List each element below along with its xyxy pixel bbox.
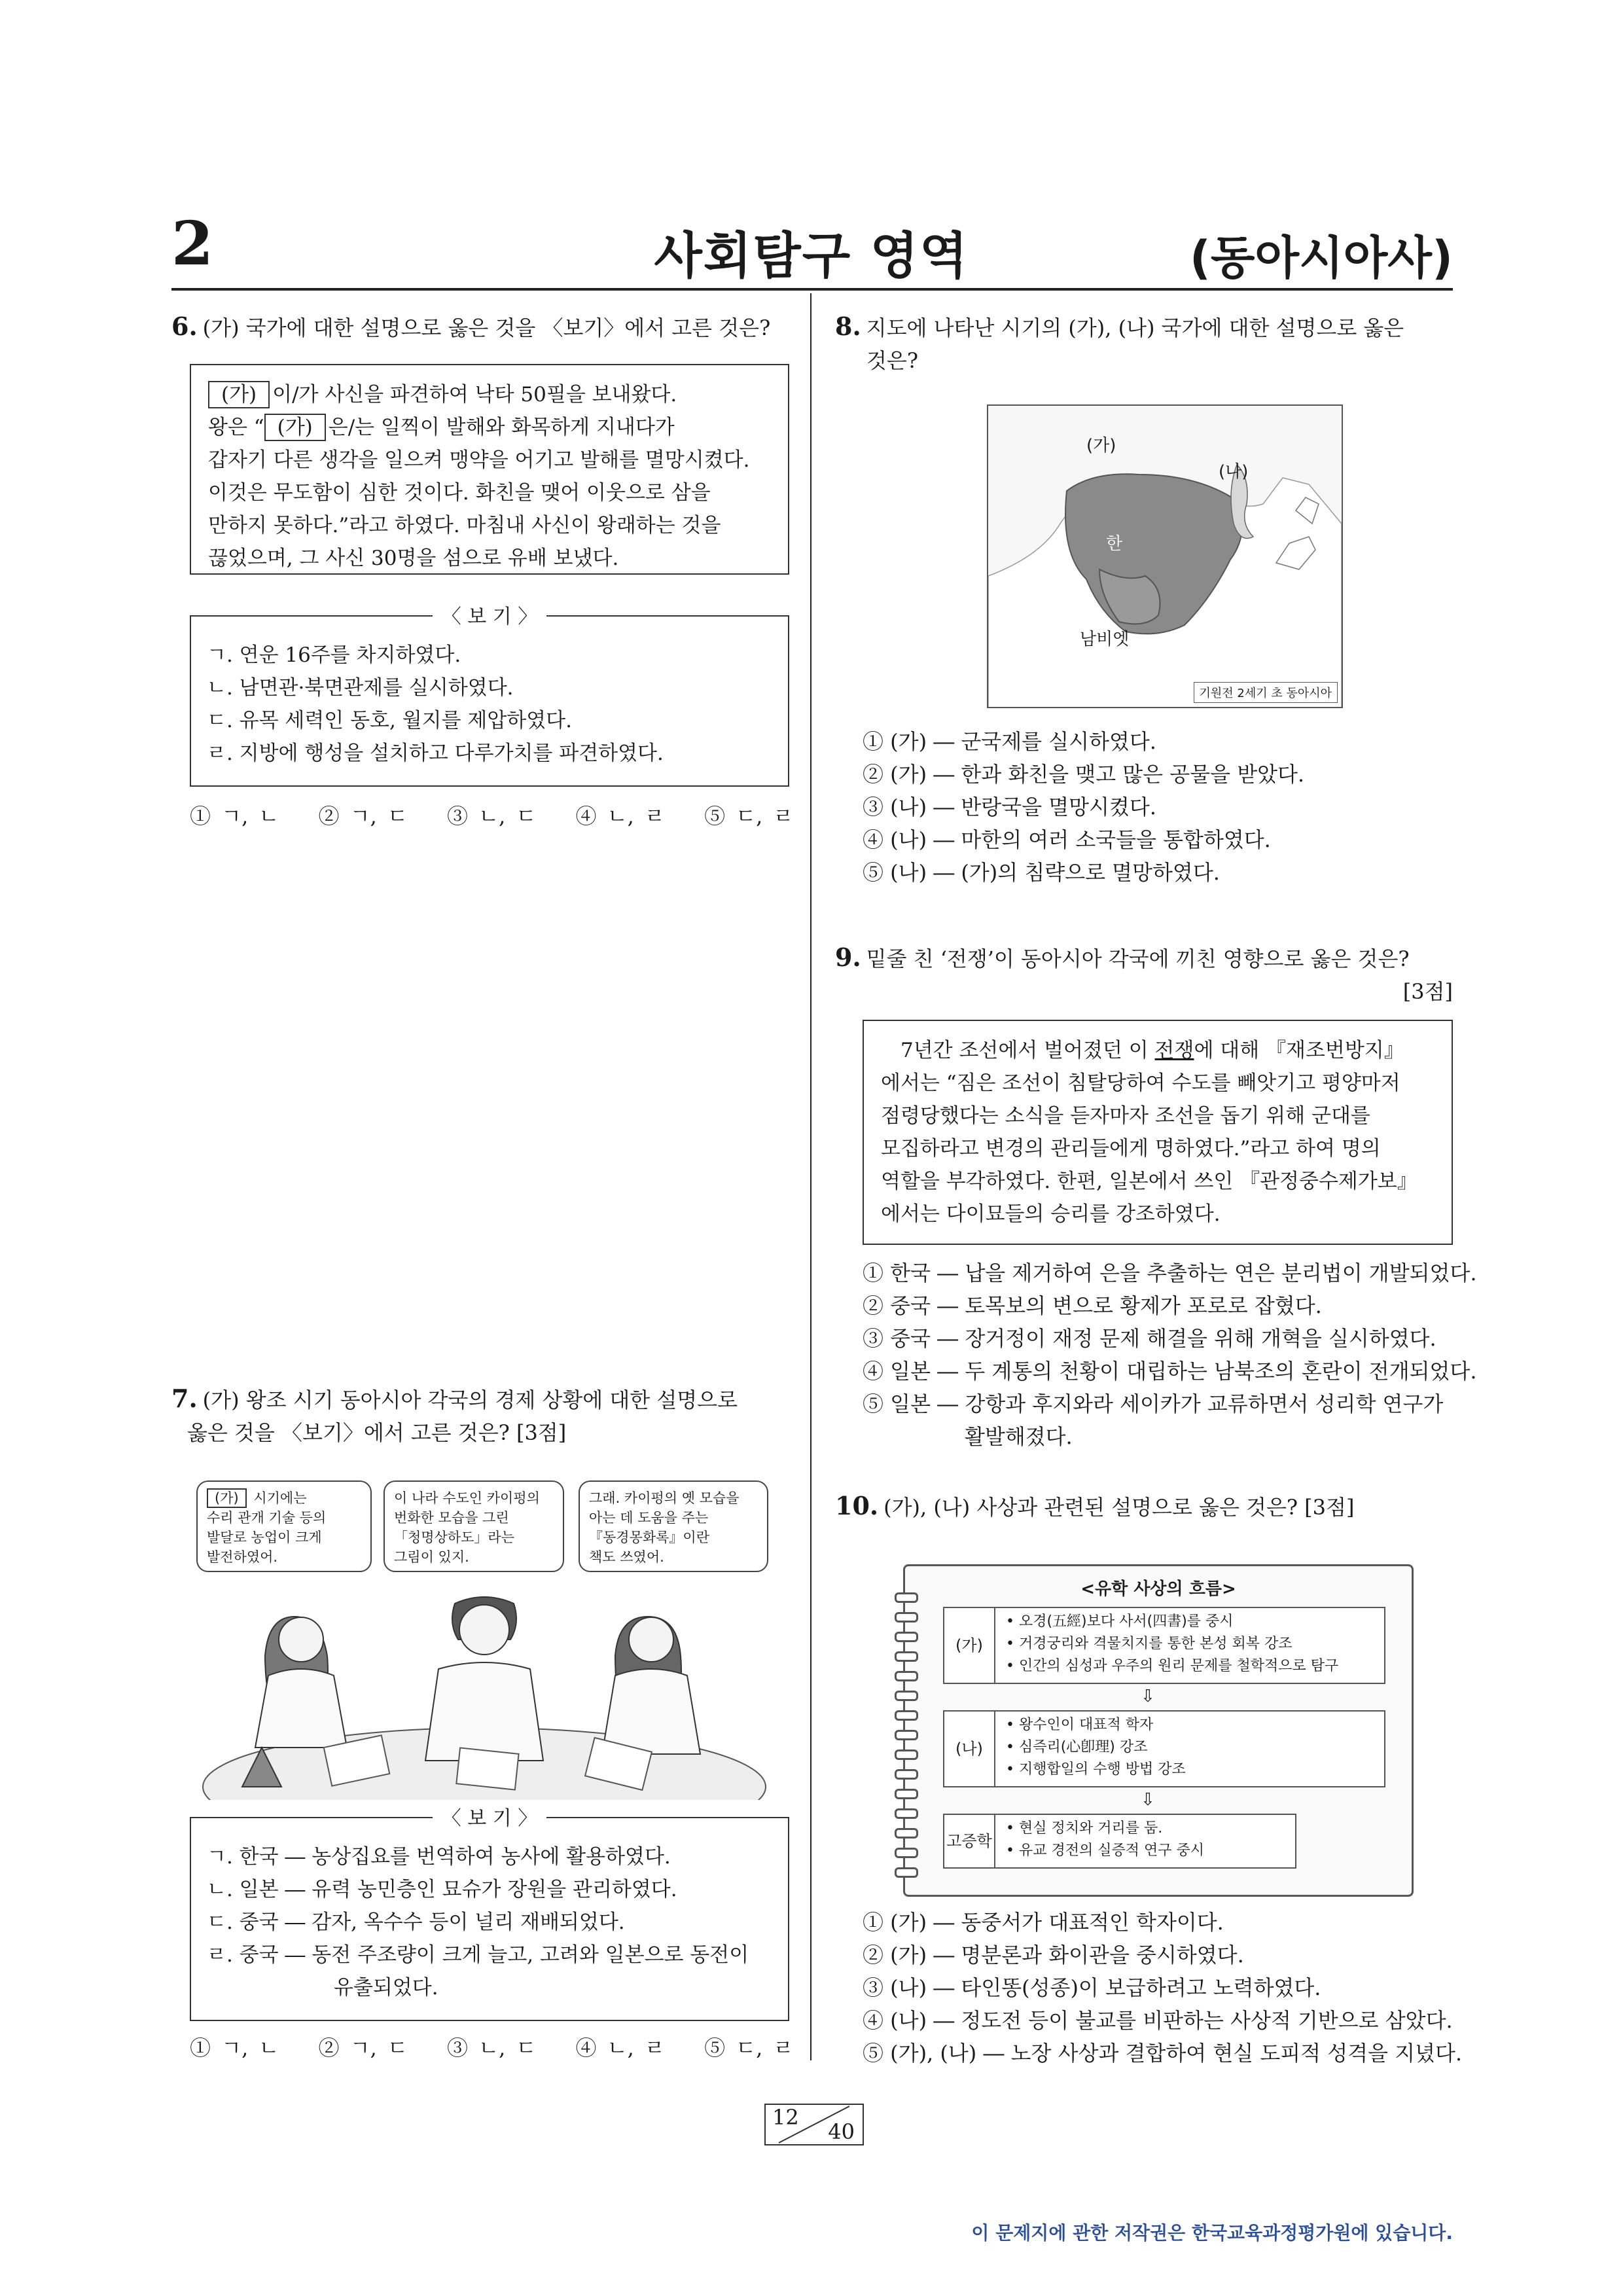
notebook-row-gojeunghak: 고증학 • 현실 정치와 거리를 둠. • 유교 경전의 실증적 연구 중시 bbox=[943, 1814, 1296, 1869]
q10-choices bbox=[863, 1906, 1462, 2070]
q8-choice-5[interactable]: ⑤ (나) ― (가)의 침략으로 멸망하였다. bbox=[863, 860, 1220, 885]
confucian-thought-notebook bbox=[903, 1564, 1414, 1897]
map-label-nambieut: 남비엣 bbox=[1080, 630, 1130, 649]
q9-choice-4[interactable]: ④ 일본 ― 두 계통의 천황이 대립하는 남북조의 혼란이 전개되었다. bbox=[863, 1359, 1477, 1384]
q7-choice-2[interactable]: ② ㄱ, ㄷ bbox=[318, 2036, 408, 2060]
q6-choice-1[interactable]: ① ㄱ, ㄴ bbox=[190, 804, 279, 829]
page-counter bbox=[764, 2104, 864, 2145]
q7-prompt: 7. (가) 왕조 시기 동아시아 각국의 경제 상황에 대한 설명으로 옳은 것을 〈보기〉에서 고른 것은? [3점] bbox=[171, 1384, 738, 1445]
down-arrow-icon: ⇩ bbox=[1141, 1687, 1155, 1706]
copyright-notice: 이 문제지에 관한 저작권은 한국교육과정평가원에 있습니다. bbox=[971, 2222, 1453, 2244]
q6-choice-3[interactable]: ③ ㄴ, ㄷ bbox=[447, 804, 537, 829]
q7-choice-4[interactable]: ④ ㄴ, ㄹ bbox=[575, 2036, 665, 2060]
map-label-ga: (가) bbox=[1086, 436, 1116, 456]
column-divider bbox=[810, 293, 812, 2060]
q6-choice-5[interactable]: ⑤ ㄷ, ㄹ bbox=[704, 804, 794, 829]
speech-bubble-2: 이 나라 수도인 카이펑의 번화한 모습을 그린 「청명상하도」라는 그림이 있지. bbox=[383, 1480, 564, 1572]
student-right-figure bbox=[602, 1617, 700, 1754]
q9-choice-5[interactable]: ⑤ 일본 ― 강항과 후지와라 세이카가 교류하면서 성리학 연구가 bbox=[863, 1391, 1444, 1416]
q9-choices bbox=[863, 1257, 1477, 1453]
east-asia-map bbox=[987, 404, 1343, 708]
q9-choice-3[interactable]: ③ 중국 ― 장거정이 재정 문제 해결을 위해 개혁을 실시하였다. bbox=[863, 1326, 1436, 1351]
course-title: (동아시아사) bbox=[1189, 231, 1453, 285]
q8-choices bbox=[863, 725, 1304, 889]
q9-choice-1[interactable]: ① 한국 ― 납을 제거하여 은을 추출하는 연은 분리법이 개발되었다. bbox=[863, 1261, 1477, 1285]
q6-choices bbox=[190, 800, 822, 830]
notebook-title: <유학 사상의 흐름> bbox=[1080, 1579, 1236, 1599]
q9-passage: 7년간 조선에서 벌어졌던 이 전쟁에 대해 『재조번방지』 에서는 “짐은 조선이 침탈당하여 수도를 빼앗기고 평양마저 점령당했다는 소식을 듣자마자 조선을 돕기 위해 군대를 모집하라고 변경의 관리들에게 명하였다.”라고 하여 명의 역할을 부각하였다. 한편, 일본에서 쓰인 『관정중수제가보』 에서는 다이묘들의 승리를 강조하였다. bbox=[863, 1020, 1453, 1245]
speech-bubble-3: 그래. 카이펑의 옛 모습을 아는 데 도움을 주는 『동경몽화록』이란 책도 쓰였어. bbox=[579, 1480, 768, 1572]
q8-choice-3[interactable]: ③ (나) ― 반랑국을 멸망시켰다. bbox=[863, 795, 1156, 819]
page-current: 12 bbox=[772, 2105, 799, 2130]
notebook-row-na: (나) • 왕수인이 대표적 학자 • 심즉리(心卽理) 강조 • 지행합일의 수행 방법 강조 bbox=[943, 1710, 1385, 1787]
student-middle-figure bbox=[425, 1597, 543, 1761]
map-caption: 기원전 2세기 초 동아시아 bbox=[1194, 682, 1338, 703]
q6-prompt: 6. (가) 국가에 대한 설명으로 옳은 것을 〈보기〉에서 고른 것은? bbox=[171, 312, 771, 341]
q6-choice-4[interactable]: ④ ㄴ, ㄹ bbox=[575, 804, 665, 829]
q8-choice-2[interactable]: ② (가) ― 한과 화친을 맺고 많은 공물을 받았다. bbox=[863, 762, 1305, 787]
q10-choice-5[interactable]: ⑤ (가), (나) ― 노장 사상과 결합하여 현실 도피적 성격을 지녔다. bbox=[863, 2041, 1463, 2066]
q8-choice-4[interactable]: ④ (나) ― 마한의 여러 소국들을 통합하였다. bbox=[863, 827, 1271, 852]
q6-choice-2[interactable]: ② ㄱ, ㄷ bbox=[318, 804, 408, 829]
students-illustration bbox=[196, 1577, 772, 1800]
subject-title: 사회탐구 영역 bbox=[654, 226, 969, 285]
q10-choice-1[interactable]: ① (가) ― 동중서가 대표적인 학자이다. bbox=[863, 1910, 1224, 1935]
page-total: 40 bbox=[828, 2119, 855, 2144]
q8-prompt: 8. 지도에 나타난 시기의 (가), (나) 국가에 대한 설명으로 옳은 것은? bbox=[835, 312, 1404, 373]
q7-choice-1[interactable]: ① ㄱ, ㄴ bbox=[190, 2036, 279, 2060]
q7-choice-3[interactable]: ③ ㄴ, ㄷ bbox=[447, 2036, 537, 2060]
speech-bubble-1: (가) 시기에는 수리 관개 기술 등의 발달로 농업이 크게 발전하였어. bbox=[196, 1480, 372, 1572]
q9-prompt: 9. 밑줄 친 ‘전쟁’이 동아시아 각국에 끼친 영향으로 옳은 것은? [3점] bbox=[835, 942, 1453, 1004]
q7-choice-5[interactable]: ⑤ ㄷ, ㄹ bbox=[704, 2036, 794, 2060]
q7-choices bbox=[190, 2032, 822, 2062]
q10-choice-4[interactable]: ④ (나) ― 정도전 등이 불교를 비판하는 사상적 기반으로 삼았다. bbox=[863, 2008, 1453, 2033]
down-arrow-icon: ⇩ bbox=[1141, 1790, 1155, 1810]
q10-prompt: 10. (가), (나) 사상과 관련된 설명으로 옳은 것은? [3점] bbox=[835, 1491, 1355, 1520]
q9-choice-5-cont: 활발해졌다. bbox=[965, 1424, 1073, 1449]
q7-bogi: 〈 보 기 〉 ㄱ. 한국 ― 농상집요를 번역하여 농사에 활용하였다. ㄴ. 일본 ― 유력 농민층인 묘슈가 장원을 관리하였다. ㄷ. 중국 ― 감자, 옥수수 등이 널리 재배되었다. ㄹ. 중국 ― 동전 주조량이 크게 늘고, 고려와 일본으로 동전이 유출되었다. bbox=[190, 1817, 789, 2021]
q10-choice-2[interactable]: ② (가) ― 명분론과 화이관을 중시하였다. bbox=[863, 1943, 1244, 1967]
q6-bogi: 〈 보 기 〉 ㄱ. 연운 16주를 차지하였다. ㄴ. 남면관·북면관제를 실시하였다. ㄷ. 유목 세력인 동호, 월지를 제압하였다. ㄹ. 지방에 행성을 설치하고 다루가치를 파견하였다. bbox=[190, 615, 789, 787]
notebook-row-ga: (가) • 오경(五經)보다 사서(四書)를 중시 • 거경궁리와 격물치지를 통한 본성 회복 강조 • 인간의 심성과 우주의 원리 문제를 철학적으로 탐구 bbox=[943, 1607, 1385, 1684]
q9-choice-2[interactable]: ② 중국 ― 토목보의 변으로 황제가 포로로 잡혔다. bbox=[863, 1293, 1322, 1318]
page-number: 2 bbox=[171, 208, 214, 279]
q8-choice-1[interactable]: ① (가) ― 군국제를 실시하였다. bbox=[863, 729, 1156, 754]
map-label-han: 한 bbox=[1106, 534, 1123, 554]
q6-passage: (가) 이/가 사신을 파견하여 낙타 50필을 보내왔다. 왕은 “ (가) 은/는 일찍이 발해와 화목하게 지내다가 갑자기 다른 생각을 일으켜 맹약을 어기고 발해를 멸망시켰다. 이것은 무도함이 심한 것이다. 화친을 맺어 이웃으로 삼을 만하지 못하다.”라고 하였다. 마침내 사신이 왕래하는 것을 끊었으며, 그 사신 30명을 섬으로 유배 보냈다. bbox=[190, 364, 789, 575]
q10-choice-3[interactable]: ③ (나) ― 타인똥(성종)이 보급하려고 노력하였다. bbox=[863, 1975, 1321, 2000]
header-rule bbox=[171, 288, 1453, 291]
map-label-na: (나) bbox=[1219, 462, 1249, 482]
